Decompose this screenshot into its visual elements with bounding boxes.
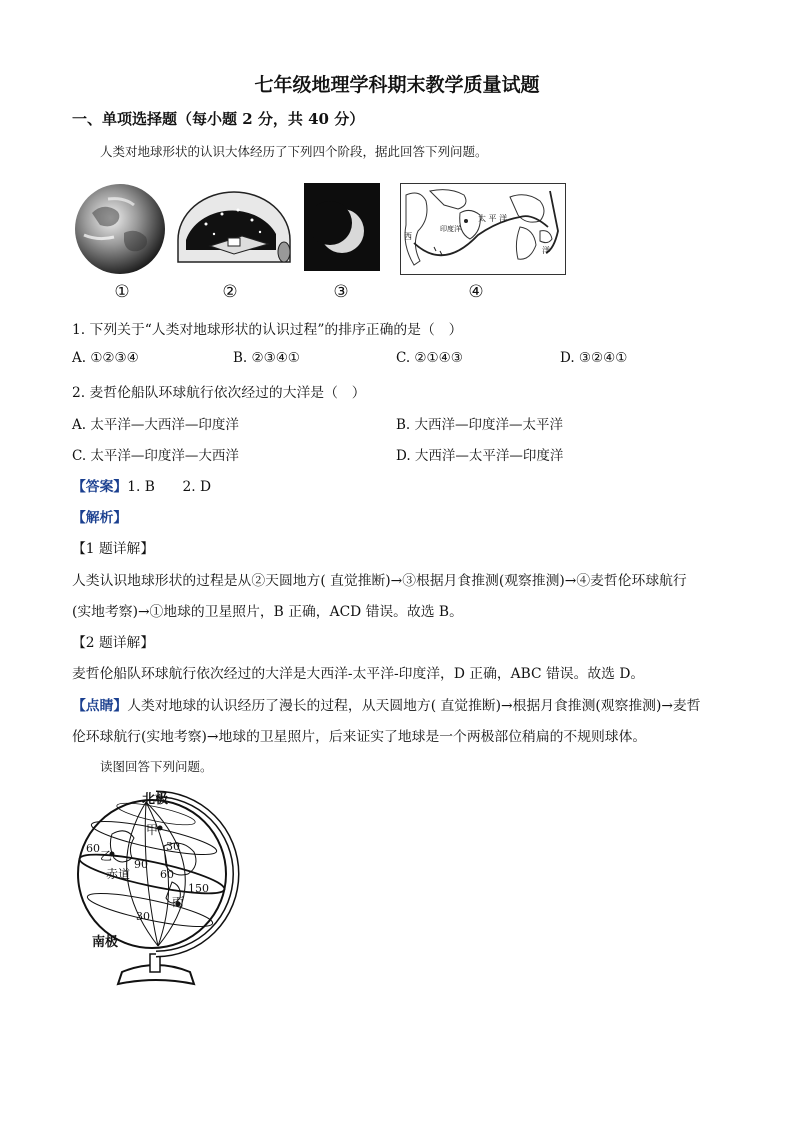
map-label-atlantic: 洋 — [542, 246, 550, 255]
magellan-route-map — [400, 183, 566, 275]
globe-label-n30: 30 — [166, 840, 180, 853]
question-1-stem: 1. 下列关于“人类对地球形状的认识过程”的排序正确的是（ ） — [72, 322, 463, 338]
intro-text-2: 读图回答下列问题。 — [100, 759, 213, 774]
globe-label-equator: 赤道 — [106, 867, 131, 881]
detail-1-line-2: (实地考察)→①地球的卫星照片，B 正确，ACD 错误。故选 B。 — [72, 604, 463, 620]
q2-option-a: A. 太平洋—大西洋—印度洋 — [72, 417, 239, 433]
map-label-pacific: 太 平 洋 — [478, 214, 508, 223]
answer-line — [72, 475, 211, 495]
question-2-stem: 2. 麦哲伦船队环球航行依次经过的大洋是（ ） — [72, 385, 366, 401]
globe-label-jia: 甲 — [146, 823, 159, 837]
section-heading: 一、单项选择题（每小题 2 分，共 40 分） — [72, 110, 365, 128]
detail-2-tag: 【2 题详解】 — [72, 635, 155, 651]
detail-2-line-1: 麦哲伦船队环球航行依次经过的大洋是大西洋-太平洋-印度洋，D 正确，ABC 错误。故选 D。 — [72, 666, 645, 682]
comment-line-1 — [72, 694, 701, 714]
comment-text-1: 人类对地球的认识经历了漫长的过程，从天圆地方( 直觉推断)→根据月食推测(观察推测)→麦哲 — [127, 698, 701, 714]
lunar-eclipse-photo — [304, 183, 380, 271]
globe-label-south-pole: 南极 — [92, 935, 119, 950]
analysis-tag: 【解析】 — [72, 510, 128, 526]
map-label-west: 西 — [404, 232, 412, 241]
earth-photo — [74, 183, 166, 275]
comment-tag: 【点睛】 — [72, 698, 128, 714]
q2-option-d: D. 大西洋—太平洋—印度洋 — [396, 448, 564, 464]
figure-label-2: ② — [222, 282, 238, 302]
q2-option-b: B. 大西洋—印度洋—太平洋 — [396, 417, 564, 433]
page-title: 七年级地理学科期末教学质量试题 — [254, 74, 540, 96]
figure-label-3: ③ — [333, 282, 349, 302]
answer-text: 1. B 2. D — [127, 479, 212, 495]
comment-line-2: 伦环球航行(实地考察)→地球的卫星照片，后来证实了地球是一个两极部位稍扁的不规则球体。 — [72, 729, 647, 745]
globe-diagram — [72, 786, 242, 998]
detail-1-line-1: 人类认识地球形状的过程是从②天圆地方( 直觉推断)→③根据月食推测(观察推测)→④麦哲伦环球航行 — [72, 573, 687, 589]
figure-label-1: ① — [114, 282, 130, 302]
q2-option-c: C. 太平洋—印度洋—大西洋 — [72, 448, 239, 464]
globe-label-w60: 60 — [160, 868, 174, 881]
map-label-indian: 印度洋 — [440, 225, 461, 233]
globe-label-n90: 90 — [134, 858, 148, 871]
answer-tag: 【答案】 — [72, 479, 128, 495]
dome-diagram — [172, 190, 294, 272]
detail-1-tag: 【1 题详解】 — [72, 541, 155, 557]
globe-label-s30: 30 — [136, 910, 150, 923]
globe-label-yi: 乙 — [100, 849, 113, 863]
q1-option-d: D. ③②④① — [560, 350, 628, 366]
figure-label-4: ④ — [468, 282, 484, 302]
globe-label-bing: 丙 — [172, 895, 185, 909]
intro-text: 人类对地球形状的认识大体经历了下列四个阶段，据此回答下列问题。 — [100, 144, 488, 159]
q1-option-c: C. ②①④③ — [396, 350, 463, 366]
globe-label-n60: 60 — [86, 842, 100, 855]
globe-label-north-pole: 北极 — [142, 792, 169, 807]
q1-option-a: A. ①②③④ — [72, 350, 139, 366]
globe-label-n150: 150 — [188, 882, 209, 895]
q1-option-b: B. ②③④① — [233, 350, 300, 366]
